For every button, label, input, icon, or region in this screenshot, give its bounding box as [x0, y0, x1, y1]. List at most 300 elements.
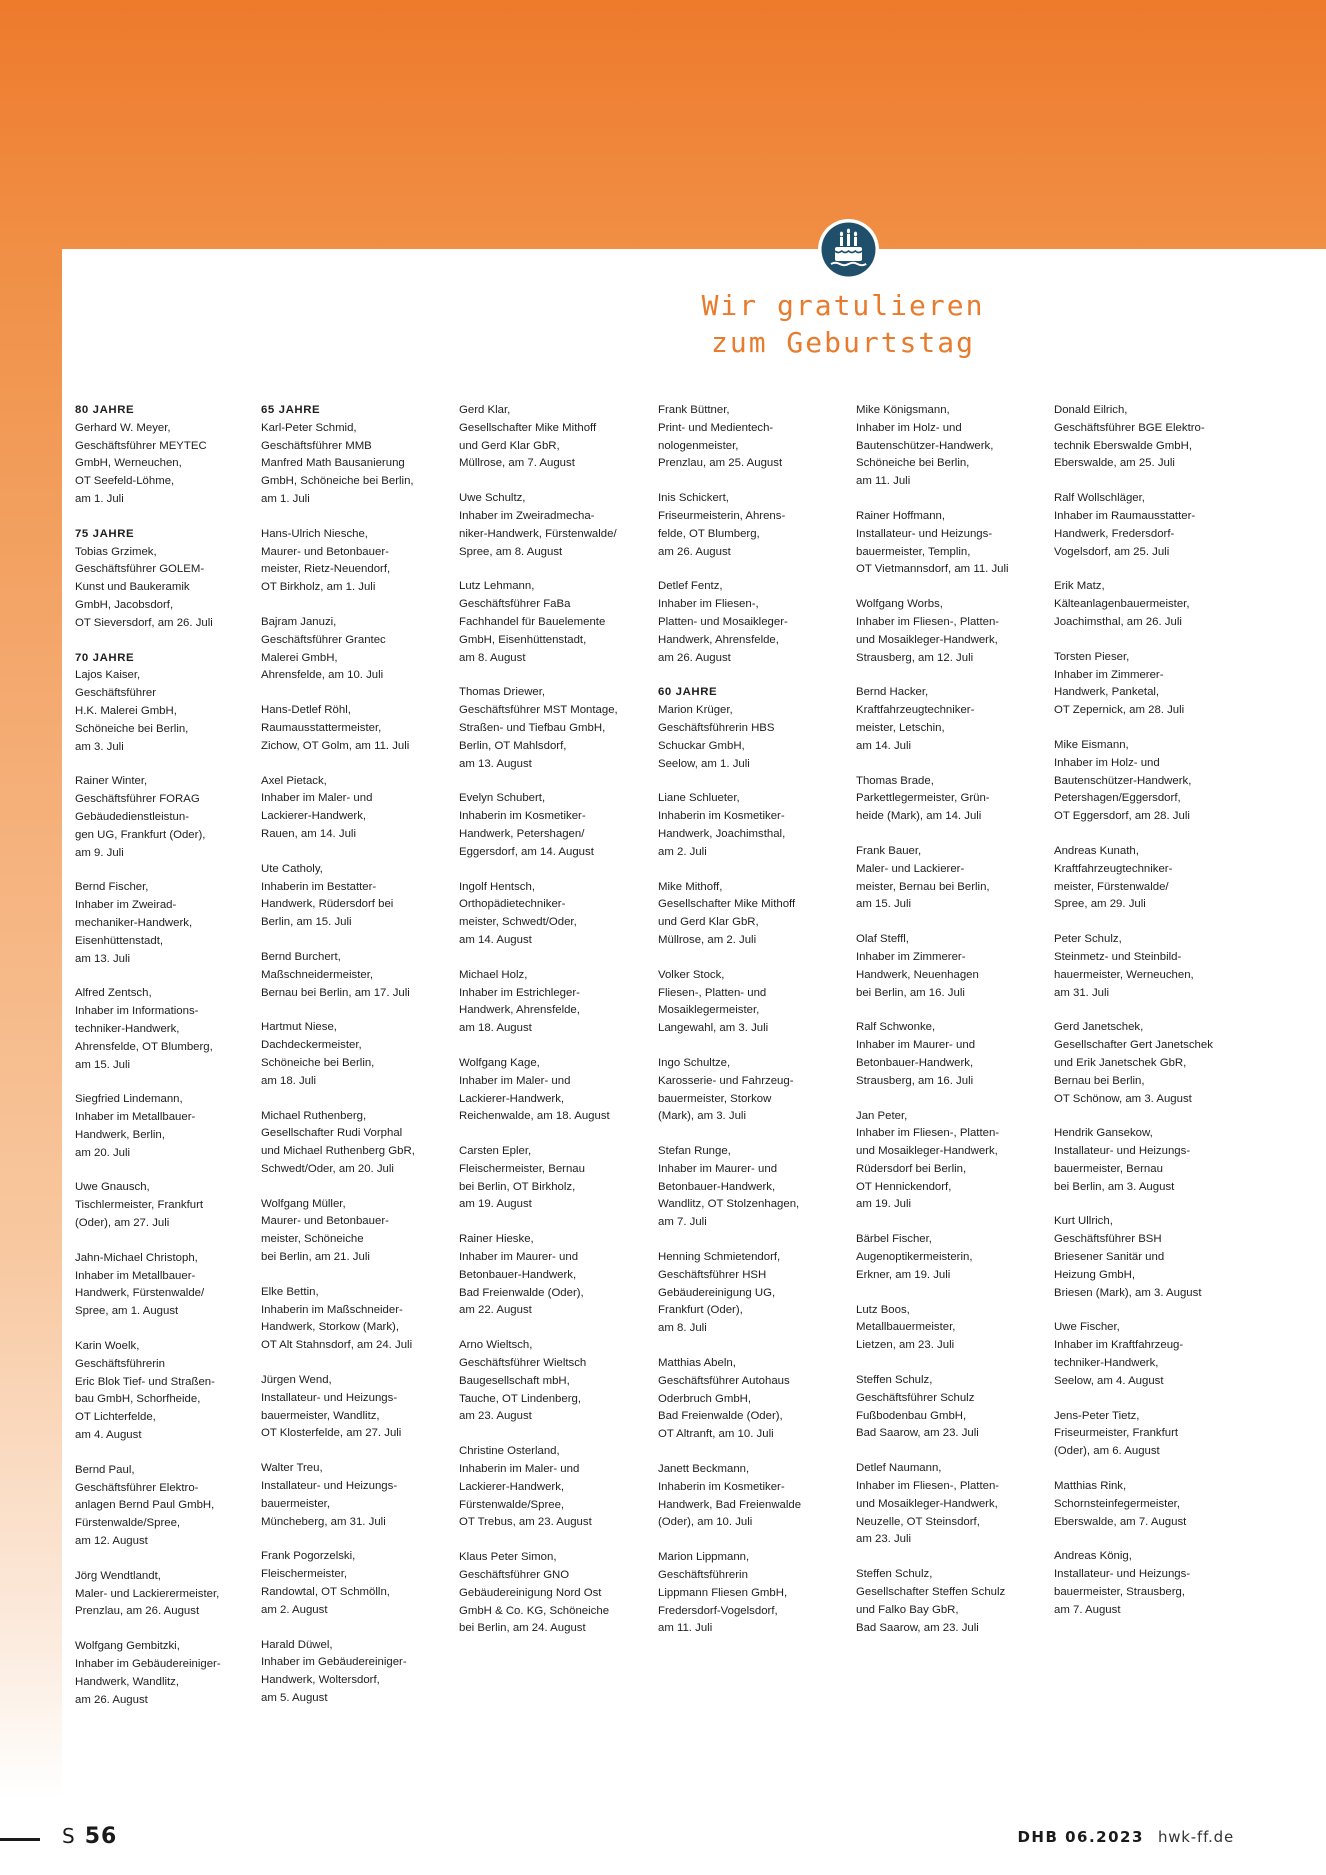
entry-line: technik Eberswalde GmbH, — [1054, 439, 1193, 452]
entry-line: Fachhandel für Bauelemente — [459, 615, 606, 628]
entry-line: Friseurmeisterin, Ahrens- — [658, 509, 786, 522]
birthday-entry — [261, 1460, 453, 1531]
entry-line: Lietzen, am 23. Juli — [856, 1339, 955, 1352]
entry-line: Ahrensfelde, OT Blumberg, — [75, 1040, 213, 1053]
entry-line: Bad Saarow, am 23. Juli — [856, 1621, 979, 1634]
entry-line: bauermeister, Templin, — [856, 545, 971, 558]
entry-line: Inhaber im Metallbauer- — [75, 1269, 196, 1282]
entry-line: Mike Königsmann, — [856, 404, 950, 416]
entry-line: Schwedt/Oder, am 20. Juli — [261, 1162, 394, 1175]
entry-line: am 4. August — [75, 1429, 142, 1442]
entry-line: am 18. August — [459, 1022, 532, 1035]
entry-line: Inhaberin im Kosmetiker- — [459, 810, 586, 823]
entry-line: Maurer- und Betonbauer- — [261, 1215, 389, 1228]
birthday-entry — [459, 402, 651, 473]
entry-line: Inhaber im Zweirad- — [75, 899, 177, 912]
birthday-entry — [459, 1231, 651, 1320]
entry-line: Eberswalde, am 25. Juli — [1054, 457, 1175, 470]
entry-line: Berlin, am 15. Juli — [261, 916, 352, 929]
entry-line: Elke Bettin, — [261, 1285, 319, 1298]
entry-line: Joachimsthal, am 26. Juli — [1054, 615, 1182, 628]
birthday-entry — [261, 1372, 453, 1443]
birthday-entry — [459, 1055, 651, 1126]
entry-line: Gerd Klar, — [459, 404, 511, 416]
page-heading — [690, 287, 996, 361]
entry-line: meister, Fürstenwalde/ — [1054, 880, 1169, 893]
entry-line: bei Berlin, am 21. Juli — [261, 1251, 370, 1264]
entry-line: Handwerk, Berlin, — [75, 1128, 165, 1141]
column-3 — [459, 402, 651, 1655]
birthday-entry — [1054, 1019, 1246, 1108]
entry-line: Klaus Peter Simon, — [459, 1551, 557, 1564]
birthday-entry — [1054, 843, 1246, 914]
entry-line: OT Eggersdorf, am 28. Juli — [1054, 810, 1190, 823]
entry-line: Siegfried Lindemann, — [75, 1093, 183, 1106]
entry-line: Geschäftsführerin HBS — [658, 721, 775, 734]
entry-line: Jens-Peter Tietz, — [1054, 1409, 1140, 1422]
entry-line: Installateur- und Heizungs- — [1054, 1568, 1191, 1581]
birthday-entry — [856, 1019, 1048, 1090]
entry-line: Schöneiche bei Berlin, — [75, 722, 189, 735]
entry-line: Strausberg, am 12. Juli — [856, 651, 974, 664]
entry-line: Schöneiche bei Berlin, — [261, 1056, 375, 1069]
entry-line: Prenzlau, am 26. August — [75, 1605, 200, 1618]
entry-line: Bautenschützer-Handwerk, — [856, 439, 994, 452]
birthday-entry — [856, 684, 1048, 755]
entry-line: (Mark), am 3. Juli — [658, 1110, 746, 1123]
entry-line: Betonbauer-Handwerk, — [856, 1056, 974, 1069]
entry-line: OT Lichterfelde, — [75, 1411, 156, 1424]
birthday-entry — [261, 1196, 453, 1267]
entry-line: am 7. August — [1054, 1603, 1121, 1616]
entry-line: bauermeister, Wandlitz, — [261, 1409, 380, 1422]
entry-line: Geschäftsführer GOLEM- — [75, 563, 205, 576]
entry-line: hauermeister, Werneuchen, — [1054, 968, 1194, 981]
entry-line: am 8. August — [459, 651, 526, 664]
birthday-entry — [261, 1284, 453, 1355]
entry-line: Mosaiklegermeister, — [658, 1004, 760, 1017]
entry-line: Randowtal, OT Schmölln, — [261, 1586, 390, 1599]
entry-line: am 14. August — [459, 933, 532, 946]
entry-line: OT Klosterfelde, am 27. Juli — [261, 1427, 402, 1440]
birthday-entry — [459, 1143, 651, 1214]
entry-line: OT Trebus, am 23. August — [459, 1516, 592, 1529]
entry-line: Bernd Hacker, — [856, 686, 929, 699]
birthday-entry — [658, 402, 850, 473]
entry-line: Peter Schulz, — [1054, 933, 1122, 946]
entry-line: Bernau bei Berlin, am 17. Juli — [261, 986, 410, 999]
entry-line: Karl-Peter Schmid, — [261, 421, 357, 434]
birthday-entry — [856, 1566, 1048, 1637]
age-heading: 80 JAHRE — [75, 404, 135, 416]
birthday-entry — [1054, 737, 1246, 826]
entry-line: GmbH & Co. KG, Schöneiche — [459, 1604, 610, 1617]
entry-line: OT Zepernick, am 28. Juli — [1054, 704, 1185, 717]
entry-line: am 15. Juli — [856, 898, 912, 911]
entry-line: Inhaber im Gebäudereiniger- — [75, 1658, 221, 1671]
entry-line: Betonbauer-Handwerk, — [658, 1180, 776, 1193]
birthday-entry — [1054, 1319, 1246, 1390]
entry-line: Volker Stock, — [658, 968, 725, 981]
entry-line: bei Berlin, am 24. August — [459, 1622, 586, 1635]
entry-line: Gesellschafter Rudi Vorphal — [261, 1127, 403, 1140]
entry-line: Geschäftsführer BSH — [1054, 1233, 1162, 1246]
entry-line: Inhaberin im Kosmetiker- — [658, 810, 785, 823]
entry-line: Platten- und Mosaikleger- — [658, 615, 788, 628]
entry-line: Parkettlegermeister, Grün- — [856, 792, 990, 805]
entry-line: und Erik Janetschek GbR, — [1054, 1056, 1187, 1069]
entry-line: Handwerk, Ahrensfelde, — [459, 1004, 580, 1017]
entry-line: meister, Rietz-Neuendorf, — [261, 563, 391, 576]
entry-line: Installateur- und Heizungs- — [1054, 1145, 1191, 1158]
entry-line: Ingolf Hentsch, — [459, 880, 535, 893]
entry-line: Malerei GmbH, — [261, 651, 338, 664]
entry-line: Handwerk, Rüdersdorf bei — [261, 898, 394, 911]
entry-line: Bernd Paul, — [75, 1463, 135, 1476]
entry-line: Geschäftsführer Elektro- — [75, 1481, 199, 1494]
birthday-entry — [459, 967, 651, 1038]
birthday-entry — [658, 684, 850, 773]
entry-line: Metallbauermeister, — [856, 1321, 956, 1334]
entry-line: Handwerk, Joachimsthal, — [658, 827, 786, 840]
birthday-entry — [658, 1055, 850, 1126]
entry-line: Inhaberin im Maler- und — [459, 1463, 580, 1476]
entry-line: Mike Eismann, — [1054, 738, 1129, 751]
entry-line: am 1. Juli — [261, 492, 310, 505]
entry-line: bei Berlin, OT Birkholz, — [459, 1180, 576, 1193]
birthday-entry — [459, 578, 651, 667]
entry-line: Gesellschafter Steffen Schulz — [856, 1586, 1006, 1599]
entry-line: am 22. August — [459, 1304, 532, 1317]
entry-line: Inhaber im Raumausstatter- — [1054, 509, 1196, 522]
entry-line: am 2. August — [261, 1603, 328, 1616]
entry-line: Steffen Schulz, — [856, 1374, 933, 1387]
entry-line: Geschäftsführer HSH — [658, 1268, 767, 1281]
birthday-entry — [75, 402, 267, 509]
column-4 — [658, 402, 850, 1655]
entry-line: Wolfgang Worbs, — [856, 598, 943, 611]
entry-line: Inhaber im Zweiradmecha- — [459, 509, 595, 522]
entry-line: Installateur- und Heizungs- — [856, 527, 993, 540]
birthday-entry — [658, 1549, 850, 1638]
entry-line: Geschäftsführer BGE Elektro- — [1054, 421, 1205, 434]
birthday-entry — [75, 1568, 267, 1621]
entry-line: Steffen Schulz, — [856, 1568, 933, 1581]
entry-line: Briesener Sanitär und — [1054, 1251, 1165, 1264]
column-1 — [75, 402, 267, 1726]
footer-info — [1017, 1828, 1234, 1852]
entry-line: Müllrose, am 2. Juli — [658, 933, 757, 946]
entry-line: Olaf Steffl, — [856, 933, 909, 946]
entry-line: Inhaber im Holz- und — [1054, 756, 1160, 769]
entry-line: Gesellschafter Mike Mithoff — [459, 421, 597, 434]
issue-label: DHB 06.2023 — [1017, 1828, 1144, 1846]
entry-line: Inhaberin im Kosmetiker- — [658, 1480, 785, 1493]
entry-line: Bajram Januzi, — [261, 615, 337, 628]
entry-line: Bad Saarow, am 23. Juli — [856, 1427, 979, 1440]
entry-line: Fußbodenbau GmbH, — [856, 1409, 967, 1422]
entry-line: anlagen Bernd Paul GmbH, — [75, 1499, 215, 1512]
entry-line: Torsten Pieser, — [1054, 650, 1130, 663]
entry-line: Gesellschafter Gert Janetschek — [1054, 1039, 1213, 1052]
birthday-entry — [75, 773, 267, 862]
entry-line: am 13. Juli — [75, 952, 131, 965]
entry-line: Müncheberg, am 31. Juli — [261, 1515, 386, 1528]
entry-line: Raumausstattermeister, — [261, 721, 382, 734]
entry-line: Inhaber im Maler- und — [459, 1074, 571, 1087]
entry-line: am 13. August — [459, 757, 532, 770]
entry-line: Seelow, am 4. August — [1054, 1374, 1164, 1387]
entry-line: Handwerk, Wandlitz, — [75, 1675, 180, 1688]
entry-line: Handwerk, Neuenhagen — [856, 968, 979, 981]
entry-line: Inhaber im Maler- und — [261, 792, 373, 805]
entry-line: OT Alt Stahnsdorf, am 24. Juli — [261, 1339, 413, 1352]
entry-line: (Oder), am 10. Juli — [658, 1516, 753, 1529]
column-6 — [1054, 402, 1246, 1637]
entry-line: meister, Letschin, — [856, 721, 945, 734]
birthday-entry — [658, 1143, 850, 1232]
birthday-entry — [261, 949, 453, 1002]
entry-line: am 2. Juli — [658, 845, 707, 858]
birthday-entry — [261, 702, 453, 755]
entry-line: am 3. Juli — [75, 740, 124, 753]
entry-line: Fürstenwalde/Spree, — [75, 1517, 181, 1530]
heading-line-1: Wir gratulieren — [701, 289, 985, 322]
entry-line: Inhaber im Zimmerer- — [1054, 668, 1164, 681]
entry-line: am 9. Juli — [75, 846, 124, 859]
entry-line: Lutz Boos, — [856, 1303, 910, 1316]
entry-line: Hartmut Niese, — [261, 1021, 337, 1034]
birthday-entry — [1054, 1478, 1246, 1531]
entry-line: OT Altranft, am 10. Juli — [658, 1428, 774, 1441]
entry-line: Fredersdorf-Vogelsdorf, — [658, 1604, 778, 1617]
entry-line: Lackierer-Handwerk, — [261, 810, 367, 823]
entry-line: heide (Mark), am 14. Juli — [856, 810, 982, 823]
entry-line: Jürgen Wend, — [261, 1374, 332, 1387]
entry-line: Inhaber im Fliesen-, Platten- — [856, 1127, 1000, 1140]
entry-line: Fleischermeister, — [261, 1568, 348, 1581]
entry-line: Bernd Fischer, — [75, 881, 149, 894]
birthday-entry — [261, 861, 453, 932]
entry-line: und Gerd Klar GbR, — [658, 916, 759, 929]
entry-line: OT Hennickendorf, — [856, 1180, 952, 1193]
entry-line: Geschäftsführerin — [658, 1569, 748, 1582]
entry-line: und Michael Ruthenberg GbR, — [261, 1145, 415, 1158]
entry-line: Rauen, am 14. Juli — [261, 827, 356, 840]
entry-line: Matthias Abeln, — [658, 1357, 736, 1370]
entry-line: Inhaber im Kraftfahrzeug- — [1054, 1339, 1184, 1352]
entry-line: Inhaberin im Maßschneider- — [261, 1303, 403, 1316]
entry-line: Inhaber im Holz- und — [856, 421, 962, 434]
entry-line: Kälteanlagenbauermeister, — [1054, 598, 1190, 611]
entry-line: Berlin, OT Mahlsdorf, — [459, 739, 567, 752]
entry-line: Evelyn Schubert, — [459, 792, 546, 805]
website-label: hwk-ff.de — [1157, 1828, 1234, 1846]
entry-line: bei Berlin, am 16. Juli — [856, 986, 965, 999]
birthday-entry — [75, 1179, 267, 1232]
entry-line: Inhaber im Metallbauer- — [75, 1111, 196, 1124]
entry-line: Prenzlau, am 25. August — [658, 457, 783, 470]
entry-line: Handwerk, Woltersdorf, — [261, 1674, 380, 1687]
birthday-entry — [856, 1460, 1048, 1549]
birthday-entry — [856, 931, 1048, 1002]
birthday-badge — [820, 221, 877, 278]
entry-line: bauermeister, Storkow — [658, 1092, 772, 1105]
entry-line: Eisenhüttenstadt, — [75, 934, 164, 947]
birthday-entry — [261, 402, 453, 509]
entry-line: Geschäftsführer FORAG — [75, 793, 200, 806]
entry-line: Bernd Burchert, — [261, 950, 341, 963]
entry-line: bauermeister, Strausberg, — [1054, 1586, 1186, 1599]
birthday-entry — [1054, 578, 1246, 631]
entry-line: Frank Bauer, — [856, 844, 922, 857]
entry-line: niker-Handwerk, Fürstenwalde/ — [459, 527, 617, 540]
entry-line: Heizung GmbH, — [1054, 1268, 1136, 1281]
entry-line: H.K. Malerei GmbH, — [75, 704, 177, 717]
birthday-cake-icon — [820, 221, 877, 278]
entry-line: Gebäudedienstleistun- — [75, 810, 189, 823]
column-5 — [856, 402, 1048, 1654]
birthday-list — [0, 402, 1326, 1742]
entry-line: Uwe Gnausch, — [75, 1181, 150, 1194]
birthday-entry — [1054, 1125, 1246, 1196]
entry-line: GmbH, Eisenhüttenstadt, — [459, 633, 587, 646]
entry-line: bauermeister, — [261, 1497, 331, 1510]
entry-line: Donald Eilrich, — [1054, 404, 1128, 416]
entry-line: meister, Schwedt/Oder, — [459, 916, 577, 929]
birthday-entry — [75, 985, 267, 1074]
entry-line: Schöneiche bei Berlin, — [856, 457, 970, 470]
entry-line: Baugesellschaft mbH, — [459, 1374, 570, 1387]
entry-line: am 18. Juli — [261, 1074, 317, 1087]
birthday-entry — [658, 578, 850, 667]
entry-line: Kurt Ullrich, — [1054, 1215, 1113, 1228]
entry-line: Geschäftsführer MST Montage, — [459, 704, 618, 717]
entry-line: Hans-Ulrich Niesche, — [261, 527, 368, 540]
entry-line: Geschäftsführer Schulz — [856, 1391, 975, 1404]
entry-line: Michael Ruthenberg, — [261, 1109, 367, 1122]
birthday-entry — [459, 1549, 651, 1638]
entry-line: Detlef Naumann, — [856, 1462, 942, 1475]
birthday-entry — [261, 614, 453, 685]
entry-line: Installateur- und Heizungs- — [261, 1480, 398, 1493]
birthday-entry — [75, 1638, 267, 1709]
entry-line: Detlef Fentz, — [658, 580, 723, 593]
entry-line: Inhaber im Estrichleger- — [459, 986, 580, 999]
entry-line: Kunst und Baukeramik — [75, 581, 190, 594]
birthday-entry — [459, 879, 651, 950]
birthday-entry — [658, 490, 850, 561]
entry-line: Matthias Rink, — [1054, 1480, 1127, 1493]
entry-line: Fliesen-, Platten- und — [658, 986, 767, 999]
entry-line: Rainer Hieske, — [459, 1233, 534, 1246]
entry-line: Lutz Lehmann, — [459, 580, 535, 593]
entry-line: Stefan Runge, — [658, 1145, 731, 1158]
birthday-entry — [1054, 649, 1246, 720]
entry-line: Inhaber im Fliesen-, Platten- — [856, 615, 1000, 628]
entry-line: Fürstenwalde/Spree, — [459, 1498, 565, 1511]
page-prefix: S — [62, 1824, 75, 1848]
entry-line: Carsten Epler, — [459, 1145, 532, 1158]
entry-line: Karosserie- und Fahrzeug- — [658, 1074, 794, 1087]
entry-line: am 26. August — [658, 651, 731, 664]
column-2 — [261, 402, 453, 1725]
heading-line-2: zum Geburtstag — [710, 326, 975, 359]
entry-line: am 23. Juli — [856, 1533, 912, 1546]
birthday-entry — [261, 1548, 453, 1619]
entry-line: und Mosaikleger-Handwerk, — [856, 1497, 998, 1510]
birthday-entry — [1054, 402, 1246, 473]
entry-line: Erik Matz, — [1054, 580, 1105, 593]
entry-line: Inhaber im Fliesen-, — [658, 598, 759, 611]
entry-line: Lackierer-Handwerk, — [459, 1092, 565, 1105]
birthday-entry — [75, 879, 267, 968]
entry-line: OT Vietmannsdorf, am 11. Juli — [856, 563, 1009, 576]
entry-line: Gerd Janetschek, — [1054, 1021, 1144, 1034]
entry-line: meister, Bernau bei Berlin, — [856, 880, 990, 893]
birthday-entry — [658, 1355, 850, 1444]
birthday-entry — [75, 1338, 267, 1445]
entry-line: Lippmann Fliesen GmbH, — [658, 1586, 788, 1599]
entry-line: Geschäftsführer FaBa — [459, 598, 571, 611]
entry-line: Orthopädietechniker- — [459, 898, 566, 911]
entry-line: Uwe Schultz, — [459, 492, 526, 505]
entry-line: Jahn-Michael Christoph, — [75, 1251, 198, 1264]
entry-line: Geschäftsführer MMB — [261, 439, 372, 452]
entry-line: Wolfgang Müller, — [261, 1197, 346, 1210]
entry-line: Gesellschafter Mike Mithoff — [658, 898, 796, 911]
entry-line: Arno Wieltsch, — [459, 1339, 533, 1352]
entry-line: Spree, am 1. August — [75, 1305, 179, 1318]
entry-line: Lajos Kaiser, — [75, 669, 141, 682]
birthday-entry — [856, 508, 1048, 579]
birthday-entry — [1054, 490, 1246, 561]
entry-line: am 15. Juli — [75, 1058, 131, 1071]
entry-line: am 26. August — [75, 1693, 148, 1706]
birthday-entry — [261, 1019, 453, 1090]
entry-line: Rainer Hoffmann, — [856, 509, 946, 522]
entry-line: am 12. August — [75, 1535, 148, 1548]
entry-line: Müllrose, am 7. August — [459, 457, 575, 470]
entry-line: Eric Blok Tief- und Straßen- — [75, 1375, 215, 1388]
entry-line: Strausberg, am 16. Juli — [856, 1074, 974, 1087]
birthday-entry — [261, 1637, 453, 1708]
entry-line: Straßen- und Tiefbau GmbH, — [459, 721, 606, 734]
entry-line: GmbH, Schöneiche bei Berlin, — [261, 475, 414, 488]
entry-line: Geschäftsführer MEYTEC — [75, 439, 207, 452]
entry-line: Michael Holz, — [459, 968, 528, 981]
entry-line: Walter Treu, — [261, 1462, 323, 1475]
entry-line: Schuckar GmbH, — [658, 739, 745, 752]
entry-line: Bärbel Fischer, — [856, 1233, 932, 1246]
entry-line: Wandlitz, OT Stolzenhagen, — [658, 1198, 800, 1211]
entry-line: Liane Schlueter, — [658, 792, 740, 805]
entry-line: am 23. August — [459, 1410, 532, 1423]
entry-line: techniker-Handwerk, — [1054, 1357, 1159, 1370]
entry-line: und Gerd Klar GbR, — [459, 439, 560, 452]
entry-line: Reichenwalde, am 18. August — [459, 1110, 610, 1123]
entry-line: Kraftfahrzeugtechniker- — [856, 704, 975, 717]
birthday-entry — [459, 490, 651, 561]
entry-line: Ahrensfelde, am 10. Juli — [261, 669, 384, 682]
entry-line: Karin Woelk, — [75, 1340, 140, 1353]
entry-line: OT Schönow, am 3. August — [1054, 1092, 1192, 1105]
birthday-entry — [856, 843, 1048, 914]
entry-line: Inhaber im Zimmerer- — [856, 950, 966, 963]
entry-line: Geschäftsführer Grantec — [261, 633, 386, 646]
entry-line: Eberswalde, am 7. August — [1054, 1515, 1187, 1528]
birthday-entry — [75, 1250, 267, 1321]
